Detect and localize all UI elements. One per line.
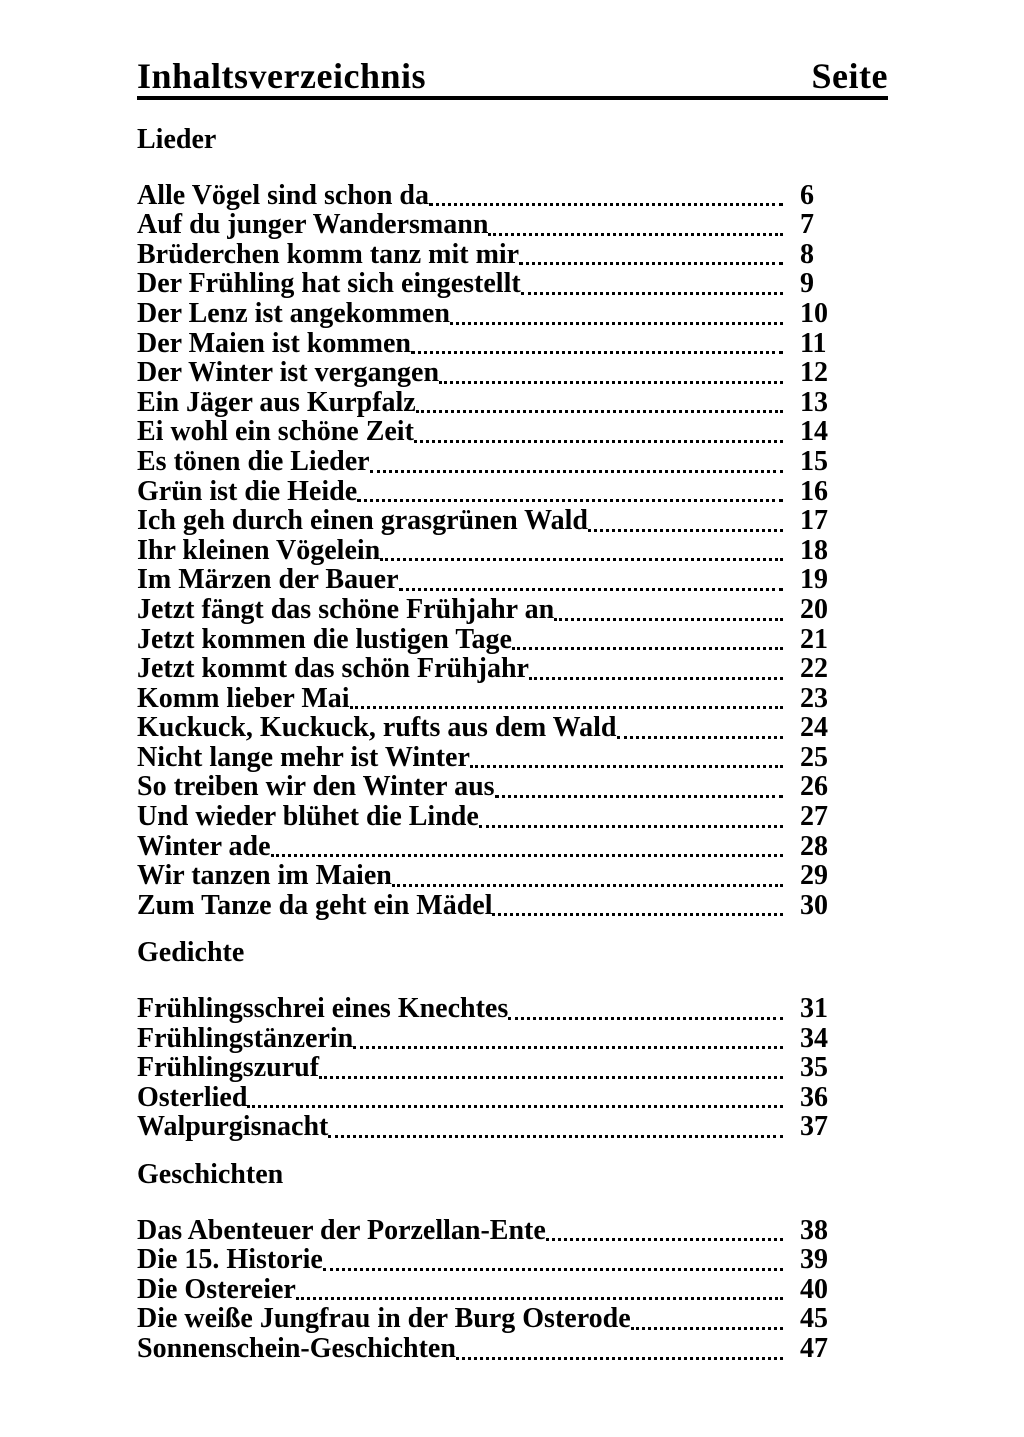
entry-title: Ein Jäger aus Kurpfalz	[137, 386, 416, 418]
toc-entry	[137, 240, 840, 270]
toc-entry	[137, 388, 840, 418]
entry-page-number: 7	[800, 209, 814, 241]
toc-entry	[137, 861, 840, 891]
toc-entry	[137, 1275, 840, 1305]
entry-page-number: 6	[800, 179, 814, 211]
toc-entry	[137, 1334, 840, 1364]
dot-leader	[411, 351, 783, 354]
entry-page-number: 20	[800, 593, 828, 625]
entry-title: Walpurgisnacht	[137, 1111, 329, 1143]
entry-title: Frühlingstänzerin	[137, 1022, 354, 1054]
toc-entry	[137, 1024, 840, 1054]
entry-page-number: 35	[800, 1052, 828, 1084]
entry-title: Nicht lange mehr ist Winter	[137, 741, 470, 773]
toc-entry	[137, 477, 840, 507]
toc-entry	[137, 299, 840, 329]
entry-page-number: 22	[800, 653, 828, 685]
entry-title: Das Abenteuer der Porzellan-Ente	[137, 1214, 546, 1246]
dot-leader	[456, 1357, 783, 1360]
entry-page-number: 16	[800, 475, 828, 507]
toc-header	[137, 58, 888, 100]
toc-entry	[137, 358, 840, 388]
section-heading: Geschichten	[137, 1159, 284, 1190]
entry-page-number: 45	[800, 1303, 828, 1335]
entry-page-number: 11	[800, 327, 827, 359]
entry-title: Zum Tanze da geht ein Mädel	[137, 889, 493, 921]
dot-leader	[588, 529, 783, 532]
dot-leader	[370, 470, 783, 473]
dot-leader	[508, 1017, 783, 1020]
section-entries	[137, 994, 840, 1142]
dot-leader	[247, 1105, 783, 1108]
entry-title: Alle Vögel sind schon da	[137, 179, 429, 211]
entry-page-number: 26	[800, 771, 828, 803]
entry-title: Es tönen die Lieder	[137, 445, 370, 477]
section-heading: Lieder	[137, 124, 217, 155]
entry-page-number: 40	[800, 1273, 828, 1305]
entry-page-number: 14	[800, 416, 828, 448]
entry-title: Der Winter ist vergangen	[137, 357, 440, 389]
entry-title: So treiben wir den Winter aus	[137, 771, 495, 803]
dot-leader	[399, 588, 783, 591]
toc-section	[137, 125, 888, 920]
toc-section	[137, 1160, 888, 1364]
toc-entry	[137, 417, 840, 447]
entry-title: Sonnenschein-Geschichten	[137, 1332, 456, 1364]
toc-entry	[137, 1083, 840, 1113]
entry-page-number: 36	[800, 1081, 828, 1113]
entry-page-number: 27	[800, 801, 828, 833]
entry-page-number: 37	[800, 1111, 828, 1143]
page-title: Inhaltsverzeichnis	[137, 56, 427, 96]
toc-entry	[137, 832, 840, 862]
toc-entry	[137, 1304, 840, 1334]
entry-page-number: 24	[800, 712, 828, 744]
entry-page-number: 34	[800, 1022, 828, 1054]
dot-leader	[439, 381, 783, 384]
entry-page-number: 28	[800, 830, 828, 862]
entry-page-number: 47	[800, 1332, 828, 1364]
entry-page-number: 21	[800, 623, 828, 655]
entry-title: Jetzt kommen die lustigen Tage	[137, 623, 512, 655]
dot-leader	[450, 322, 783, 325]
toc-entry	[137, 1112, 840, 1142]
toc-entry	[137, 994, 840, 1024]
dot-leader	[350, 706, 783, 709]
section-entries	[137, 1216, 840, 1364]
toc-entry	[137, 743, 840, 773]
toc-entry	[137, 565, 840, 595]
entry-page-number: 15	[800, 445, 828, 477]
dot-leader	[357, 499, 783, 502]
entry-page-number: 13	[800, 386, 828, 418]
entry-title: Jetzt fängt das schöne Frühjahr an	[137, 593, 555, 625]
entry-title: Frühlingsschrei eines Knechtes	[137, 993, 509, 1025]
dot-leader	[488, 233, 783, 236]
section-heading: Gedichte	[137, 937, 245, 969]
toc-entry	[137, 447, 840, 477]
toc-entry	[137, 684, 840, 714]
dot-leader	[512, 647, 783, 650]
entry-page-number: 38	[800, 1214, 828, 1246]
toc-entry	[137, 506, 840, 536]
toc-entry	[137, 772, 840, 802]
entry-title: Komm lieber Mai	[137, 682, 350, 714]
dot-leader	[416, 410, 783, 413]
dot-leader	[392, 884, 783, 887]
entry-title: Im Märzen der Bauer	[137, 564, 399, 596]
dot-leader	[323, 1268, 783, 1271]
toc-entry	[137, 1216, 840, 1246]
entry-page-number: 19	[800, 564, 828, 596]
entry-page-number: 17	[800, 505, 828, 537]
entry-page-number: 8	[800, 238, 814, 270]
entry-title: Die Ostereier	[137, 1273, 296, 1305]
entry-title: Der Lenz ist angekommen	[137, 297, 450, 329]
dot-leader	[380, 558, 783, 561]
dot-leader	[546, 1238, 783, 1241]
dot-leader	[495, 795, 783, 798]
entry-page-number: 9	[800, 268, 814, 300]
dot-leader	[296, 1297, 783, 1300]
toc-entry	[137, 536, 840, 566]
entry-title: Auf du junger Wandersmann	[137, 209, 489, 241]
page-column-label: Seite	[811, 56, 888, 96]
entry-page-number: 29	[800, 860, 828, 892]
entry-title: Und wieder blühet die Linde	[137, 801, 479, 833]
dot-leader	[429, 203, 783, 206]
entry-title: Wir tanzen im Maien	[137, 860, 392, 892]
dot-leader	[521, 292, 783, 295]
entry-title: Ei wohl ein schöne Zeit	[137, 416, 414, 448]
dot-leader	[353, 1046, 783, 1049]
toc-entry	[137, 1053, 840, 1083]
dot-leader	[479, 825, 783, 828]
entry-title: Der Maien ist kommen	[137, 327, 411, 359]
dot-leader	[470, 765, 783, 768]
entry-title: Winter ade	[137, 830, 271, 862]
toc-entry	[137, 891, 840, 921]
toc-entry	[137, 713, 840, 743]
entry-title: Ich geh durch einen grasgrünen Wald	[137, 505, 588, 537]
toc-entry	[137, 595, 840, 625]
dot-leader	[617, 736, 784, 739]
toc-entry	[137, 269, 840, 299]
dot-leader	[554, 618, 783, 621]
entry-title: Grün ist die Heide	[137, 475, 358, 507]
toc-entry	[137, 210, 840, 240]
section-entries	[137, 181, 840, 921]
entry-page-number: 31	[800, 993, 828, 1025]
entry-page-number: 23	[800, 682, 828, 714]
dot-leader	[631, 1327, 783, 1330]
entry-title: Die 15. Historie	[137, 1244, 323, 1276]
toc-entry	[137, 329, 840, 359]
entry-title: Osterlied	[137, 1081, 248, 1113]
toc-entry	[137, 181, 840, 211]
dot-leader	[529, 677, 783, 680]
entry-title: Kuckuck, Kuckuck, rufts aus dem Wald	[137, 712, 617, 744]
entry-title: Frühlingszuruf	[137, 1052, 320, 1084]
entry-title: Jetzt kommt das schön Frühjahr	[137, 653, 529, 685]
dot-leader	[328, 1135, 783, 1138]
toc-entry	[137, 802, 840, 832]
dot-leader	[492, 913, 783, 916]
entry-title: Die weiße Jungfrau in der Burg Osterode	[137, 1303, 631, 1335]
entry-page-number: 39	[800, 1244, 828, 1276]
dot-leader	[319, 1076, 783, 1079]
toc-entry	[137, 625, 840, 655]
dot-leader	[519, 262, 783, 265]
entry-page-number: 30	[800, 889, 828, 921]
toc-entry	[137, 654, 840, 684]
toc-body	[137, 125, 888, 1364]
entry-title: Der Frühling hat sich eingestellt	[137, 268, 521, 300]
entry-page-number: 25	[800, 741, 828, 773]
entry-page-number: 18	[800, 534, 828, 566]
entry-page-number: 12	[800, 357, 828, 389]
toc-entry	[137, 1245, 840, 1275]
entry-title: Ihr kleinen Vögelein	[137, 534, 381, 566]
entry-page-number: 10	[800, 297, 828, 329]
dot-leader	[271, 854, 783, 857]
toc-section	[137, 938, 888, 1142]
dot-leader	[414, 440, 783, 443]
entry-title: Brüderchen komm tanz mit mir	[137, 238, 520, 270]
